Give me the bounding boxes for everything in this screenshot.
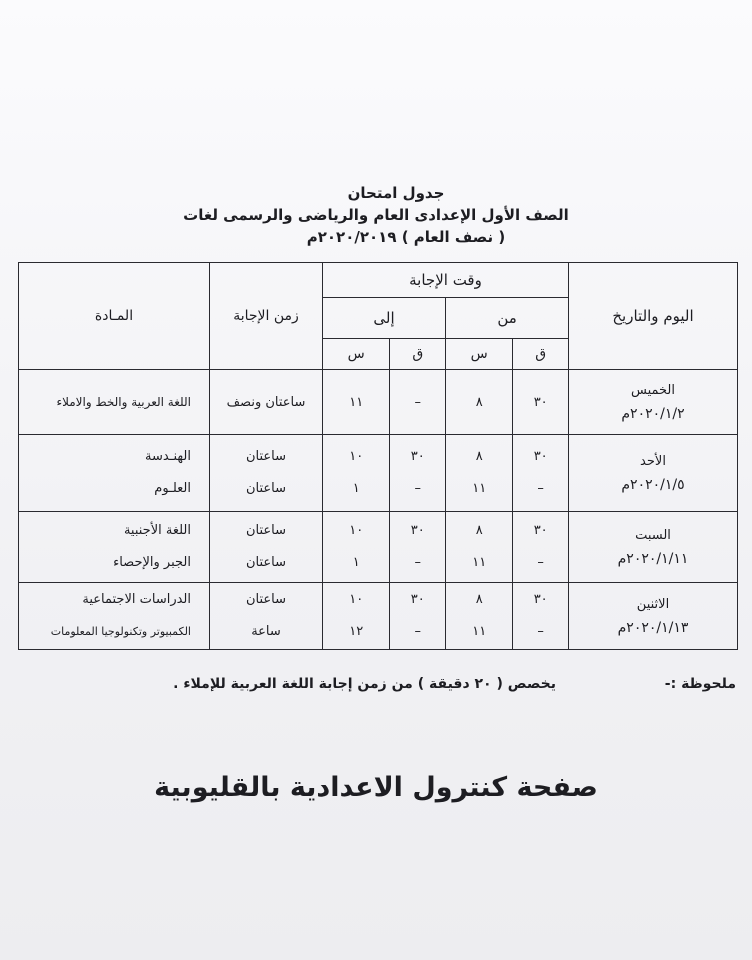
day-date: ٢٠٢٠/١/١٣م <box>617 619 689 636</box>
from-minute-cell <box>513 583 569 650</box>
header-from-minute: ق <box>513 339 569 370</box>
cell-value: ساعتان <box>245 449 287 464</box>
day-cell <box>569 435 738 512</box>
header-from-hour: س <box>446 339 513 370</box>
cell-value: ١ <box>352 555 360 570</box>
subject-text: اللغة العربية والخط والاملاء <box>56 395 191 409</box>
cell-value: ٣٠ <box>533 449 548 464</box>
subject-cell <box>19 512 210 583</box>
subject-text: الهنـدسة <box>145 449 191 464</box>
header-subject: المـادة <box>19 263 210 370</box>
document-title: جدول امتحان <box>347 184 445 202</box>
to-minute-cell <box>390 583 446 650</box>
cell-value: ٣٠ <box>410 523 425 538</box>
cell-value: ساعتان <box>245 555 287 570</box>
day-cell <box>569 370 738 435</box>
cell-value: ساعتان <box>245 481 287 496</box>
from-hour-cell <box>446 435 513 512</box>
cell-value: – <box>537 555 544 570</box>
header-duration: زمن الإجابة <box>210 263 323 370</box>
from-minute-cell: ٣٠ <box>513 370 569 435</box>
day-cell <box>569 512 738 583</box>
subject-cell <box>19 435 210 512</box>
note-text: يخصص ( ٢٠ دقيقة ) من زمن إجابة اللغة العربية للإملاء . <box>173 676 556 692</box>
to-minute-cell <box>390 512 446 583</box>
header-answer-time: وقت الإجابة <box>323 263 569 298</box>
from-hour-cell: ٨ <box>446 370 513 435</box>
header-day-date: اليوم والتاريخ <box>569 263 738 370</box>
subject-text: الكمبيوتر وتكنولوجيا المعلومات <box>50 625 191 638</box>
header-to-minute: ق <box>390 339 446 370</box>
to-hour-cell <box>323 583 390 650</box>
cell-value: ١٢ <box>349 624 364 639</box>
subject-text: العلـوم <box>154 481 191 496</box>
cell-value: ٨ <box>475 523 483 538</box>
day-name: السبت <box>635 527 671 543</box>
from-hour-cell <box>446 512 513 583</box>
day-date: ٢٠٢٠/١/٥م <box>621 476 685 493</box>
cell-value: ساعتان <box>245 523 287 538</box>
cell-value: ١١ <box>472 481 487 496</box>
cell-value: ١٠ <box>349 523 364 538</box>
document-term: ( نصف العام ) ٢٠٢٠/٢٠١٩م <box>306 228 506 246</box>
header-from: من <box>446 298 569 339</box>
day-name: الاثنين <box>636 596 670 612</box>
cell-value: ساعة <box>251 624 281 639</box>
cell-value: – <box>414 555 422 570</box>
header-to-hour: س <box>323 339 390 370</box>
day-name: الخميس <box>631 382 675 398</box>
from-minute-cell <box>513 512 569 583</box>
table-row <box>19 583 738 650</box>
cell-value: ١٠ <box>349 592 364 607</box>
duration-cell: ساعتان ونصف <box>210 370 323 435</box>
cell-value: ١١ <box>472 555 487 570</box>
to-minute-cell: – <box>390 370 446 435</box>
header-to: إلى <box>323 298 446 339</box>
to-hour-cell <box>323 512 390 583</box>
cell-value: ٨ <box>475 449 483 464</box>
from-hour-cell <box>446 583 513 650</box>
duration-cell <box>210 435 323 512</box>
footer-caption: صفحة كنترول الاعدادية بالقليوبية <box>154 772 598 803</box>
cell-value: – <box>537 481 544 496</box>
cell-value: ١١ <box>472 624 487 639</box>
subject-cell <box>19 583 210 650</box>
cell-value: ١٠ <box>349 449 364 464</box>
document-subtitle: الصف الأول الإعدادى العام والرياضى والرسمى لغات <box>183 206 569 224</box>
subject-text: اللغة الأجنبية <box>123 523 191 538</box>
from-minute-cell <box>513 435 569 512</box>
cell-value: ٨ <box>475 592 483 607</box>
document-header <box>0 182 752 248</box>
duration-cell <box>210 583 323 650</box>
subject-text: الجبر والإحصاء <box>113 555 191 570</box>
cell-value: – <box>414 481 422 496</box>
to-hour-cell <box>323 435 390 512</box>
table-row <box>19 435 738 512</box>
duration-cell <box>210 512 323 583</box>
exam-schedule-table <box>18 262 738 650</box>
cell-value: ٣٠ <box>410 449 425 464</box>
cell-value: ٣٠ <box>533 523 548 538</box>
to-hour-cell: ١١ <box>323 370 390 435</box>
subject-cell <box>19 370 210 435</box>
cell-value: – <box>537 624 544 639</box>
day-cell <box>569 583 738 650</box>
day-date: ٢٠٢٠/١/٢م <box>621 405 685 422</box>
cell-value: ٣٠ <box>410 592 425 607</box>
table-row <box>19 512 738 583</box>
cell-value: ساعتان <box>245 592 287 607</box>
note-label: ملحوظة :- <box>664 676 736 692</box>
table-row <box>19 370 738 435</box>
to-minute-cell <box>390 435 446 512</box>
cell-value: ٣٠ <box>533 592 548 607</box>
subject-text: الدراسات الاجتماعية <box>82 592 191 607</box>
cell-value: – <box>414 624 422 639</box>
cell-value: ١ <box>352 481 360 496</box>
day-date: ٢٠٢٠/١/١١م <box>617 550 689 567</box>
day-name: الأحد <box>640 453 666 469</box>
